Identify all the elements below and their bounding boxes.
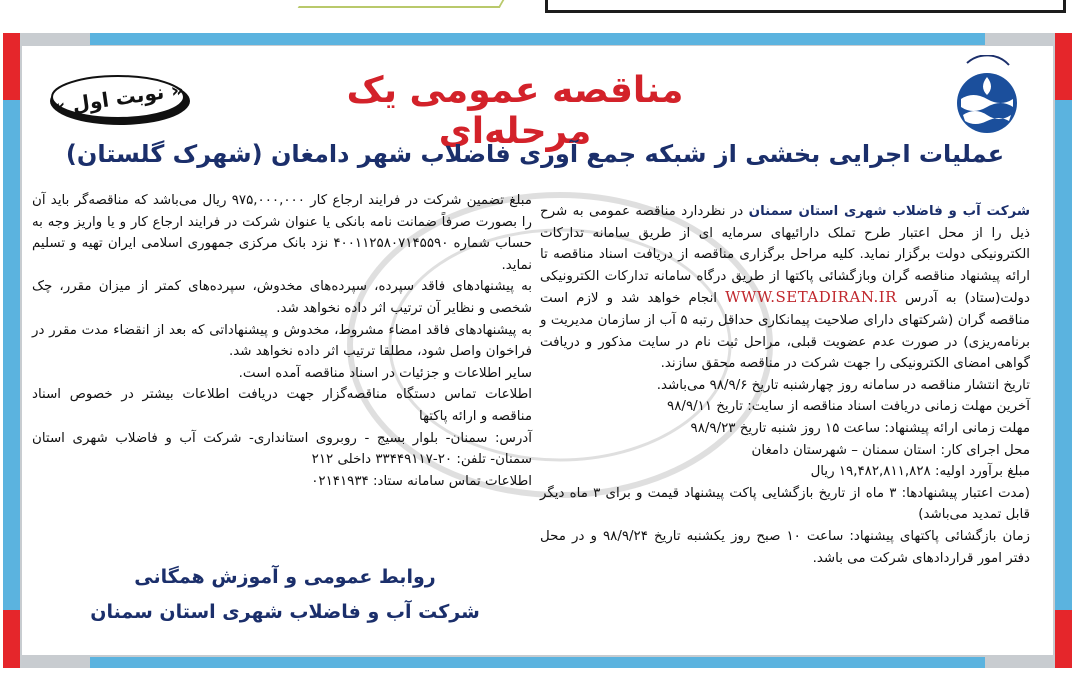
frame-blue-bottom bbox=[90, 657, 985, 668]
signature-line-1: روابط عمومی و آموزش همگانی bbox=[134, 566, 436, 588]
contact-intro: اطلاعات تماس دستگاه مناقصه‌گزار جهت دریافت اطلاعات بیشتر در خصوص اسناد مناقصه و ارائه پاکتها bbox=[32, 387, 532, 424]
setad-contact: اطلاعات تماس سامانه ستاد: ۰۲۱۴۱۹۳۴ bbox=[311, 473, 532, 489]
estimate-amount: مبلغ برآورد اولیه: ۱۹,۴۸۲,۸۱۱,۸۲۸ ریال bbox=[810, 464, 1030, 480]
work-location: محل اجرای کار: استان سمنان – شهرستان دامغان bbox=[751, 442, 1030, 458]
details-note: سایر اطلاعات و جزئیات در اسناد مناقصه آمده است. bbox=[238, 365, 532, 381]
address-text: آدرس: سمنان- بلوار بسیج - روبروی استانداری- شرکت آب و فاضلاب شهری استان سمنان- تلفن: ۲۰-۳۳۴۴۹۱۱۷ داخلی ۲۱۲ bbox=[32, 430, 532, 468]
tender-subtitle: عملیات اجرایی بخشی از شبکه جمع آوری فاضلاب شهر دامغان (شهرک گلستان) bbox=[65, 140, 1005, 168]
opening-time: زمان بازگشائی پاکتهای پیشنهاد: ساعت ۱۰ صبح روز یکشنبه تاریخ ۹۸/۹/۲۴ و در محل دفتر امور قراردادهای شرکت می باشد. bbox=[540, 528, 1030, 566]
frame-blue-top bbox=[90, 33, 985, 45]
intro-paragraph bbox=[540, 201, 1030, 375]
deposit-note: به پیشنهادهای فاقد سپرده، سپرده‌های مخدوش، سپرده‌های کمتر از میزان مقرر، چک شخصی و نظایر آن ترتیب اثر داده نخواهد شد. bbox=[32, 279, 532, 316]
docs-deadline: آخرین مهلت زمانی دریافت اسناد مناقصه از سایت: تاریخ ۹۸/۹/۱۱ bbox=[667, 399, 1030, 415]
bid-deadline: مهلت زمانی ارائه پیشنهاد: ساعت ۱۵ روز شنبه تاریخ ۹۸/۹/۲۳ bbox=[690, 420, 1030, 436]
edition-badge bbox=[45, 70, 195, 128]
frame-blue-right bbox=[1055, 100, 1072, 610]
signature-line-2: شرکت آب و فاضلاب شهری استان سمنان bbox=[90, 601, 480, 623]
badge-label: « نوبت اول » bbox=[51, 76, 186, 120]
top-box bbox=[545, 0, 1066, 13]
frame-blue-left bbox=[3, 100, 20, 610]
setad-link[interactable]: WWW.SETADIRAN.IR bbox=[725, 288, 897, 307]
page-title: مناقصه عمومی یک مرحله‌ای bbox=[346, 70, 684, 152]
validity-period: (مدت اعتبار پیشنهادها: ۳ ماه از تاریخ بازگشایی پاکت پیشنهاد قیمت و برای ۳ ماه دیگر قابل تمدید می‌باشد) bbox=[540, 485, 1030, 523]
top-decoration bbox=[298, 0, 505, 8]
invalid-bids-note: به پیشنهادهای فاقد امضاء مشروط، مخدوش و پیشنهاداتی که بعد از انقضاء مدت مقرر در فراخوان واصل شود، مطلقا ترتیب اثر داده نخواهد شد. bbox=[32, 322, 532, 360]
oval-badge-icon bbox=[45, 70, 195, 128]
left-column bbox=[32, 190, 532, 492]
water-company-logo-icon bbox=[947, 55, 1027, 141]
intro-text: در نظردارد مناقصه عمومی به شرح ذیل را از محل اعتبار طرح تملک دارائیهای سرمایه ای از طریق سامانه تدارکات الکترونیکی دولت برگزار نماید. کلیه مراحل برگزاری مناقصه از دریافت اسناد مناقصه تا ارائه پیشنهاد مناقصه گران وبازگشائی پاکتها از طریق درگاه سامانه تدارکات الکترونیکی دولت(ستاد) به آدرس bbox=[540, 204, 1030, 307]
right-column bbox=[540, 201, 1030, 569]
company-name: شرکت آب و فاضلاب شهری استان سمنان bbox=[748, 204, 1030, 219]
intro-text-cont: انجام خواهد شد و لازم است مناقصه گران (شرکتهای دارای صلاحیت پیمانکاری حداقل رتبه ۵ آب از سازمان مدیریت و برنامه‌ریزی) در صورت عدم عضویت قبلی، مراحل ثبت نام در سایت مذکور و دریافت گواهی امضای الکترونیکی را جهت شرکت در مناقصه محقق سازند. bbox=[540, 291, 1030, 372]
publish-date: تاریخ انتشار مناقصه در سامانه روز چهارشنبه تاریخ ۹۸/۹/۶ می‌باشد. bbox=[656, 377, 1030, 393]
guarantee-text: مبلغ تضمین شرکت در فرایند ارجاع کار ۹۷۵,۰۰۰,۰۰۰ ریال می‌باشد که مناقصه‌گر باید آن را بصورت صرفاً ضمانت نامه بانکی یا عنوان شرکت در فرایند ارجاع کار و یا واریز وجه به حساب شماره ۴۰۰۱۱۲۵۸۰۷۱۴۵۵۹۰ نزد بانک مرکزی جمهوری اسلامی ایران تهیه و تسلیم نماید. bbox=[32, 193, 532, 273]
